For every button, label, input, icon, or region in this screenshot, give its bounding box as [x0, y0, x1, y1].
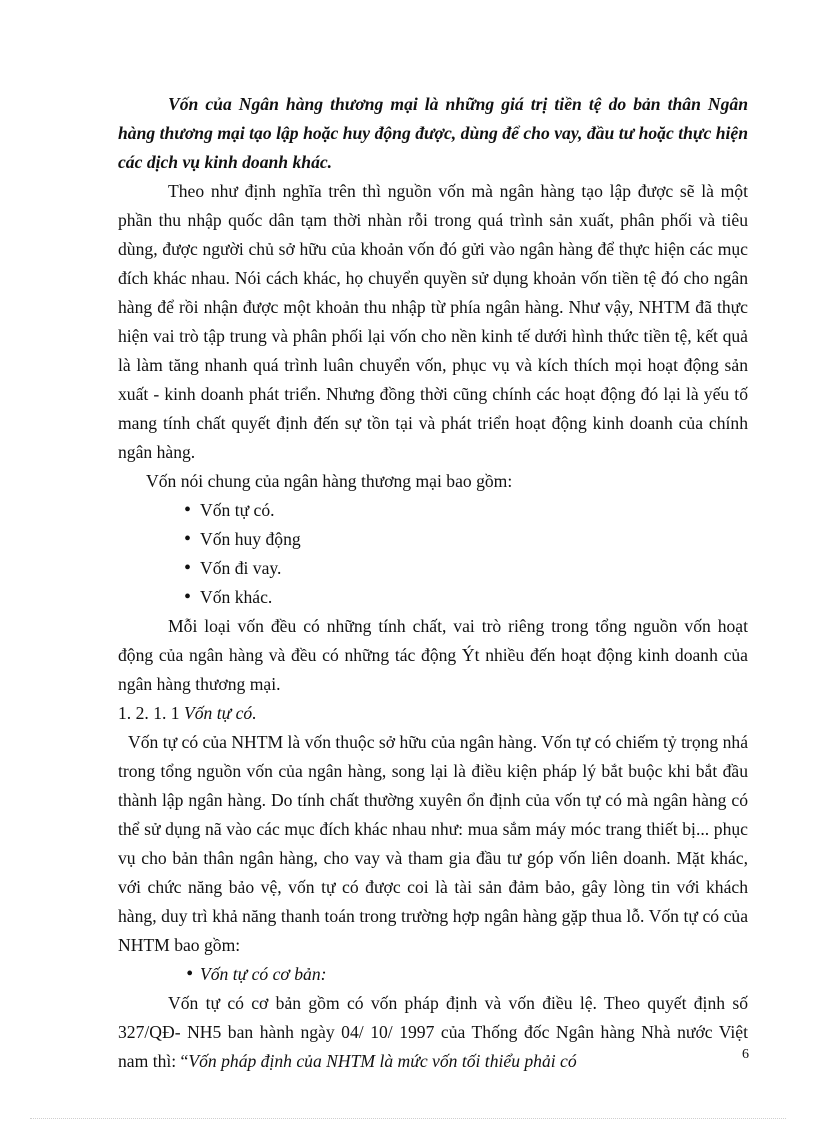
section-title: Vốn tự có. — [183, 703, 257, 723]
body-paragraph-4 — [118, 989, 748, 1076]
list-item: • Vốn khác. — [186, 583, 748, 612]
list-intro: Vốn nói chung của ngân hàng thương mại bao gồm: — [146, 471, 513, 491]
list-item: • Vốn huy động — [186, 525, 748, 554]
page-number: 6 — [742, 1047, 749, 1062]
section-heading — [118, 699, 748, 728]
body-paragraph-1: Theo như định nghĩa trên thì nguồn vốn mà ngân hàng tạo lập được sẽ là một phần thu nhập quốc dân tạm thời nhàn rỗi trong quá trình sản xuất, phân phối và tiêu dùng, được người chủ sở hữu của khoản vốn đó gửi vào ngân hàng để thực hiện các mục đích khác nhau. Nói cách khác, họ chuyển quyền sử dụng khoản vốn tiền tệ đó cho ngân hàng để rồi nhận được một khoản thu nhập từ phía ngân hàng. Như vậy, NHTM đã thực hiện vai trò tập trung và phân phối lại vốn cho nền kinh tế dưới hình thức tiền tệ, kết quả là làm tăng nhanh quá trình luân chuyển vốn, phục vụ và kích thích mọi hoạt động sản xuất - kinh doanh phát triển. Nhưng đồng thời cũng chính các hoạt động đó lại là yếu tố mang tính chất quyết định đến sự tồn tại và phát triển hoạt động kinh doanh của chính ngân hàng. — [118, 181, 748, 462]
list-item: • Vốn đi vay. — [186, 554, 748, 583]
body-paragraph-2: Mỗi loại vốn đều có những tính chất, vai trò riêng trong tổng nguồn vốn hoạt động của ngân hàng và đều có những tác động Ýt nhiều đến hoạt động kinh doanh của ngân hàng thương mại. — [118, 616, 748, 694]
capital-types-list — [118, 496, 748, 612]
sub-bullet-item: • Vốn tự có cơ bản: — [118, 960, 748, 989]
definition-paragraph: Vốn của Ngân hàng thương mại là những giá trị tiền tệ do bản thân Ngân hàng thương mại tạo lập hoặc huy động được, dùng để cho vay, đầu tư hoặc thực hiện các dịch vụ kinh doanh khác. — [118, 94, 748, 172]
footer-divider — [30, 1118, 786, 1119]
paragraph-4-quote: Vốn pháp định của NHTM là mức vốn tối thiểu phải có — [188, 1051, 577, 1071]
body-paragraph-3: Vốn tự có của NHTM là vốn thuộc sở hữu của ngân hàng. Vốn tự có chiếm tỷ trọng nhá trong tổng nguồn vốn của ngân hàng, song lại là điều kiện pháp lý bắt buộc khi bắt đầu thành lập ngân hàng. Do tính chất thường xuyên ổn định của vốn tự có mà ngân hàng có thể sử dụng nã vào các mục đích khác nhau như: mua sắm máy móc trang thiết bị... phục vụ cho bản thân ngân hàng, cho vay và tham gia đầu tư góp vốn liên doanh. Mặt khác, với chức năng bảo vệ, vốn tự có được coi là tài sản đảm bảo, gây lòng tin với khách hàng, duy trì khả năng thanh toán trong trường hợp ngân hàng gặp thua lỗ. Vốn tự có của NHTM bao gồm: — [118, 732, 749, 955]
section-number: 1. 2. 1. 1 — [118, 703, 180, 723]
page-content — [118, 90, 748, 1076]
paragraph-4-text: Vốn tự có cơ bản gồm có vốn pháp định và vốn điều lệ. Theo quyết định số 327/QĐ- NH5 ban hành ngày 04/ 10/ 1997 của Thống đốc Ngân hàng Nhà nước Việt nam thì: “ — [118, 993, 748, 1071]
list-item: • Vốn tự có. — [186, 496, 748, 525]
